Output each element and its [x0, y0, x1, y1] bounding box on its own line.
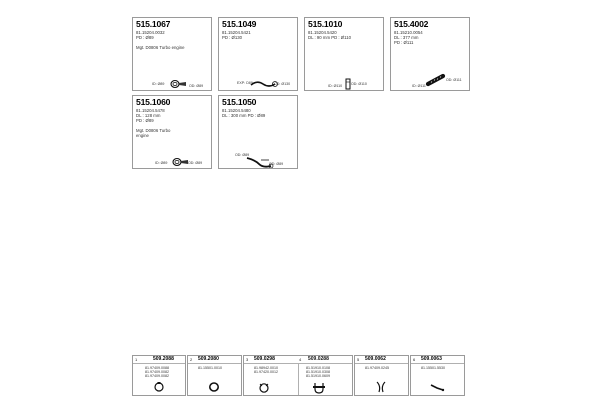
spec-line: 81.15210.0054 [394, 30, 423, 35]
gasket-ring-icon [208, 382, 220, 392]
legend-code: 509.2080 [198, 356, 219, 362]
spec-line: Mgt. D0806 Turbo [136, 128, 171, 133]
spec-line: 81.15204.0032 [136, 30, 165, 35]
part-label-left: ID: Ø89 [152, 82, 165, 86]
legend-number: 1 [135, 357, 138, 362]
spec-line: PD : Ø89 [136, 118, 154, 123]
legend-number: 5 [357, 357, 360, 362]
legend-box-3 [243, 355, 353, 396]
divider [411, 363, 464, 364]
part-label-right: OD: Ø89 [188, 161, 203, 165]
legend-number: 6 [413, 357, 416, 362]
spec-line: PD : Ø111 [394, 40, 414, 45]
part-card-5[interactable] [132, 95, 212, 169]
part-label-right: OD: Ø111 [446, 78, 462, 82]
spec-line: PD : Ø89 [136, 35, 154, 40]
spec-line: 81.15204.5421 [222, 30, 251, 35]
spec-line: DL : 300 mm PD : Ø89 [222, 113, 266, 118]
legend-ref: 81.51910.0609 [306, 374, 330, 378]
part-label-left: ID: Ø89 [155, 161, 168, 165]
divider [298, 364, 299, 395]
legend-box-2 [187, 355, 242, 396]
pipe-clamp-icon [170, 157, 190, 167]
part-label-left: EXP: D89 [237, 81, 253, 85]
part-label-left: ID: Ø110 [328, 84, 343, 88]
part-code: 515.1060 [136, 97, 171, 107]
legend-ref: 81.97409.0245 [365, 366, 389, 370]
part-card-4[interactable] [390, 17, 470, 91]
part-card-6[interactable] [218, 95, 298, 169]
part-code: 515.1050 [222, 97, 257, 107]
legend-ref: 81.15501.0010 [198, 366, 222, 370]
legend-box-1 [132, 355, 186, 396]
u-bolt-icon [312, 382, 326, 394]
bracket-icon [429, 382, 445, 392]
legend-box-5 [410, 355, 465, 396]
legend-ref: 81.97409.0088 [145, 366, 169, 370]
spec-line: DL : 377 mm [394, 35, 419, 40]
spec-line: PD : Ø130 [222, 35, 243, 40]
part-code: 515.4002 [394, 19, 429, 29]
legend-box-4 [354, 355, 409, 396]
part-label-right: OD: Ø130 [274, 82, 291, 86]
spec-line: 81.15204.5478 [136, 108, 165, 113]
spec-line: DL : 128 mm [136, 113, 161, 118]
legend-ref: 81.98942.0010 [254, 366, 278, 370]
legend-ref: 81.97409.0082 [145, 370, 169, 374]
legend-code: 509.0063 [421, 356, 442, 362]
part-label-right: OD: Ø89 [269, 162, 284, 166]
part-code: 515.1067 [136, 19, 171, 29]
legend-ref: 81.51910.0308 [306, 370, 330, 374]
pipe-clamp-icon [168, 79, 188, 89]
divider [188, 363, 241, 364]
part-code: 515.1010 [308, 19, 343, 29]
part-card-1[interactable] [132, 17, 212, 91]
spec-line: engine [136, 133, 149, 138]
spec-line: DL : 90 mm PD : Ø110 [308, 35, 351, 40]
legend-ref: 81.97420.0012 [254, 370, 278, 374]
legend-code: 509.0298 [254, 356, 275, 362]
divider [355, 363, 408, 364]
spec-line: 81.15204.5420 [308, 30, 337, 35]
legend-code: 509.0288 [308, 356, 329, 362]
hanger-icon [375, 380, 387, 394]
legend-ref: 81.51910.0108 [306, 366, 330, 370]
legend-code: 509.2088 [153, 356, 174, 362]
part-card-3[interactable] [304, 17, 384, 91]
legend-ref: 81.15501.5530 [421, 366, 445, 370]
clamp-ring-icon [153, 382, 165, 392]
spec-line: Mgt. D0806 Turbo engine [136, 45, 185, 50]
v-clamp-icon [258, 382, 270, 394]
part-label-right: OD: Ø110 [351, 82, 367, 86]
legend-code: 509.0062 [365, 356, 386, 362]
legend-number: 3 [246, 357, 249, 362]
part-card-2[interactable] [218, 17, 298, 91]
legend-ref: 81.97409.0082 [145, 374, 169, 378]
divider [133, 363, 185, 364]
part-label-right: OD: Ø89 [189, 84, 204, 88]
legend-number: 4 [299, 357, 302, 362]
legend-number: 2 [190, 357, 193, 362]
part-label-left: ID: Ø111 [412, 84, 426, 88]
flex-pipe-icon [425, 73, 447, 87]
part-label-left: OD: Ø89 [235, 153, 250, 157]
spec-line: 81.15204.5480 [222, 108, 251, 113]
part-code: 515.1049 [222, 19, 257, 29]
